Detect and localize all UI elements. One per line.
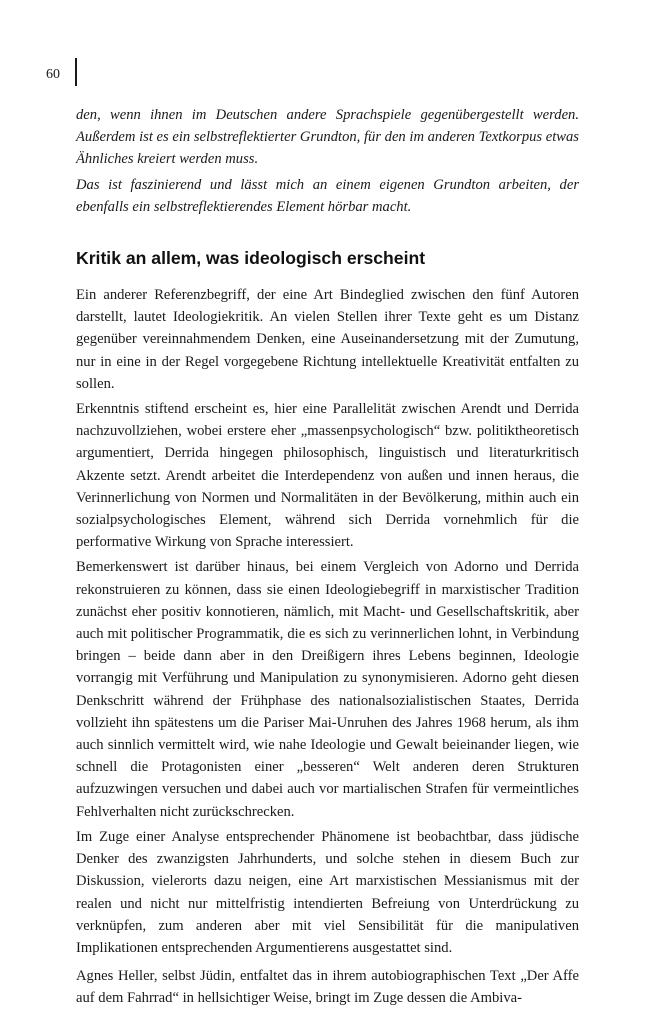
body-paragraph: Ein anderer Referenzbegriff, der eine Art Bindeglied zwischen den fünf Autoren darstellt, lautet Ideologiekritik. An vielen Stellen ihrer Texte geht es um Distanz gegenüber vereinnahmendem Denken, eine Auseinandersetzung mit der Zumutung, nur in eine in der Regel vorgegebene Richtung intellektuelle Kreativität entfalten zu sollen. <box>76 287 579 392</box>
body-paragraph: Erkenntnis stiftend erscheint es, hier eine Parallelität zwischen Arendt und Derrida nachzuvollziehen, wobei erstere eher „massenpsychologisch“ bzw. politiktheoretisch argumentiert, Derrida hingegen philosophisch, linguistisch und literaturkritisch Akzente setzt. Arendt arbeitet die Interdependenz von außen und innen heraus, die Verinnerlichung von Normen und Normalitäten in der Bevölkerung, mithin auch ein sozialpsychologisches Element, während sich Derrida vornehmlich für die performative Wirkung von Sprache interessiert. <box>76 401 579 551</box>
italic-paragraph: Das ist faszinierend und lässt mich an einem eigenen Grundton arbeiten, der ebenfalls ein selbstreflektierendes Element hörbar macht. <box>76 176 579 215</box>
italic-paragraph: den, wenn ihnen im Deutschen andere Sprachspiele gegenübergestellt werden. Außerdem ist es ein selbstreflektierter Grundton, für den im anderen Textkorpus etwas Ähnliches kreiert werden muss. <box>76 107 579 168</box>
margin-rule <box>75 58 77 86</box>
page-content <box>76 104 579 1013</box>
section-heading: Kritik an allem, was ideologisch erscheint <box>76 248 426 269</box>
italic-quote-block <box>76 104 579 218</box>
body-paragraph: Im Zuge einer Analyse entsprechender Phänomene ist beobachtbar, dass jüdische Denker des zwanzigsten Jahrhunderts, und solche stehen in diesem Buch zur Diskussion, vielerorts dazu neigen, eine Art marxistischen Messianismus mit der realen und nicht nur mittelfristig intendierten Befreiung von Unterdrückung zu verknüpfen, zum anderen aber mit viel Sensibilität für die manipulativen Implikationen entsprechenden Argumentierens ausgestattet sind. <box>76 828 579 956</box>
body-paragraph: Agnes Heller, selbst Jüdin, entfaltet das in ihrem autobiographischen Text „Der Affe auf dem Fahrrad“ in hellsichtiger Weise, bringt im Zuge dessen die Ambiva- <box>76 968 579 1007</box>
page-number: 60 <box>46 67 60 82</box>
body-paragraph: Bemerkenswert ist darüber hinaus, bei einem Vergleich von Adorno und Derrida rekonstruieren zu können, dass sie einen Ideologiebegriff in marxistischer Tradition zunächst eher positiv konnotieren, nämlich, mit Macht- und Gesellschaftskritik, aber auch mit politischer Programmatik, die es sich zu verinnerlichen lohnt, in Verbindung bringen – beide dann aber in den Dreißigern ihres Lebens beginnen, Ideologie vorrangig mit Verführung und Manipulation zu synonymisieren. Adorno geht diesen Denkschritt während der Frühphase des nationalsozialistischen Staates, Derrida vollzieht ihn spätestens um die Pariser Mai-Unruhen des Jahres 1968 herum, als ihm auch sinnlich vermittelt wird, wie nahe Ideologie und Gewalt beieinander liegen, wie schnell die Protagonisten einer „besseren“ Welt anderen deren Strukturen aufzuzwingen versuchen und dabei auch vor martialischen Strafen für vermeintliches Fehlverhalten nicht zurückschrecken. <box>76 559 579 820</box>
section-body <box>76 284 579 1010</box>
